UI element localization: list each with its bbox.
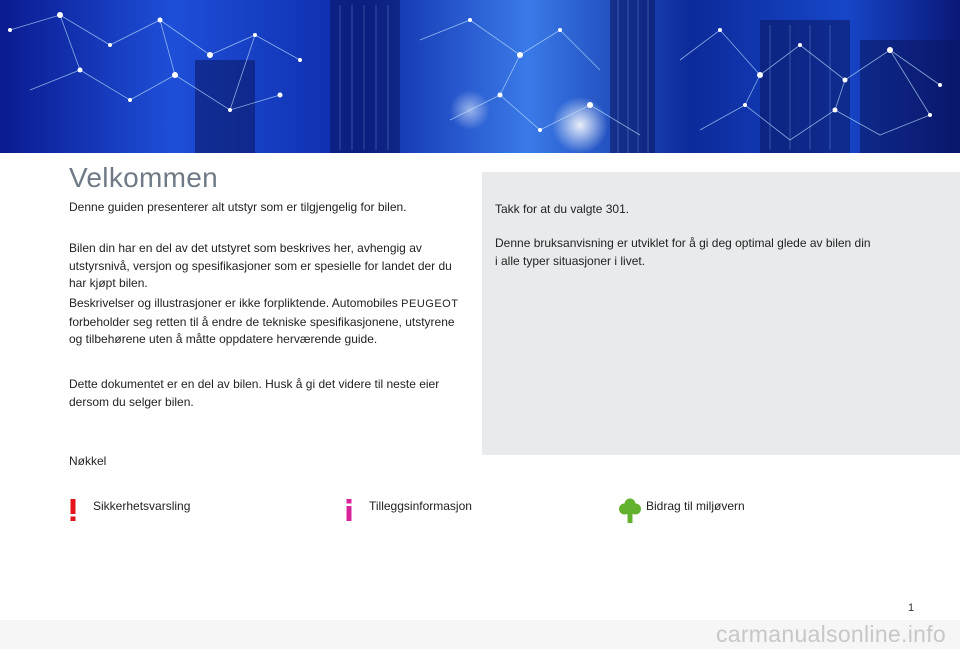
intro-paragraph-1: Denne guiden presenterer alt utstyr som er tilgjengelig for bilen. xyxy=(69,200,407,214)
brand-name: PEUGEOT xyxy=(401,298,459,310)
intro-paragraph-2: Bilen din har en del av det utstyret som beskrives her, avhengig av utstyrsnivå, versjon og spesifikasjoner som er spesielle for landet der du har kjøpt bilen. xyxy=(69,241,452,290)
page-number: 1 xyxy=(908,602,915,614)
tree-icon xyxy=(619,498,641,529)
welcome-sidebox xyxy=(482,172,960,455)
page-title: Velkommen xyxy=(69,162,218,193)
watermark-bar xyxy=(0,620,960,649)
key-heading: Nøkkel xyxy=(69,454,107,468)
intro-paragraph-3-end: forbeholder seg retten til å endre de tekniske spesifikasjonene, utstyrene og tilbehørene uten å måtte oppdatere herværende guide. xyxy=(69,314,455,346)
intro-paragraph-4: Dette dokumentet er en del av bilen. Husk å gi det videre til neste eier dersom du selger bilen. xyxy=(69,377,440,409)
watermark-text: carmanualsonline.info xyxy=(715,621,946,647)
city-network-illustration xyxy=(0,0,960,153)
key-item-label: Bidrag til miljøvern xyxy=(646,499,745,513)
sidebox-paragraph-1: Takk for at du valgte 301. xyxy=(495,202,630,216)
info-icon xyxy=(342,498,356,527)
sidebox-paragraph-2: Denne bruksanvisning er utviklet for å gi deg optimal glede av bilen din i alle typer situasjoner i livet. xyxy=(495,236,871,268)
exclamation-icon xyxy=(66,498,80,527)
header-banner xyxy=(0,0,960,153)
intro-paragraph-3-start: Beskrivelser og illustrasjoner er ikke forpliktende. Automobiles xyxy=(69,296,402,310)
intro-paragraph-3 xyxy=(69,295,464,349)
key-item-label: Tilleggsinformasjon xyxy=(369,499,472,513)
key-item-label: Sikkerhetsvarsling xyxy=(93,499,191,513)
